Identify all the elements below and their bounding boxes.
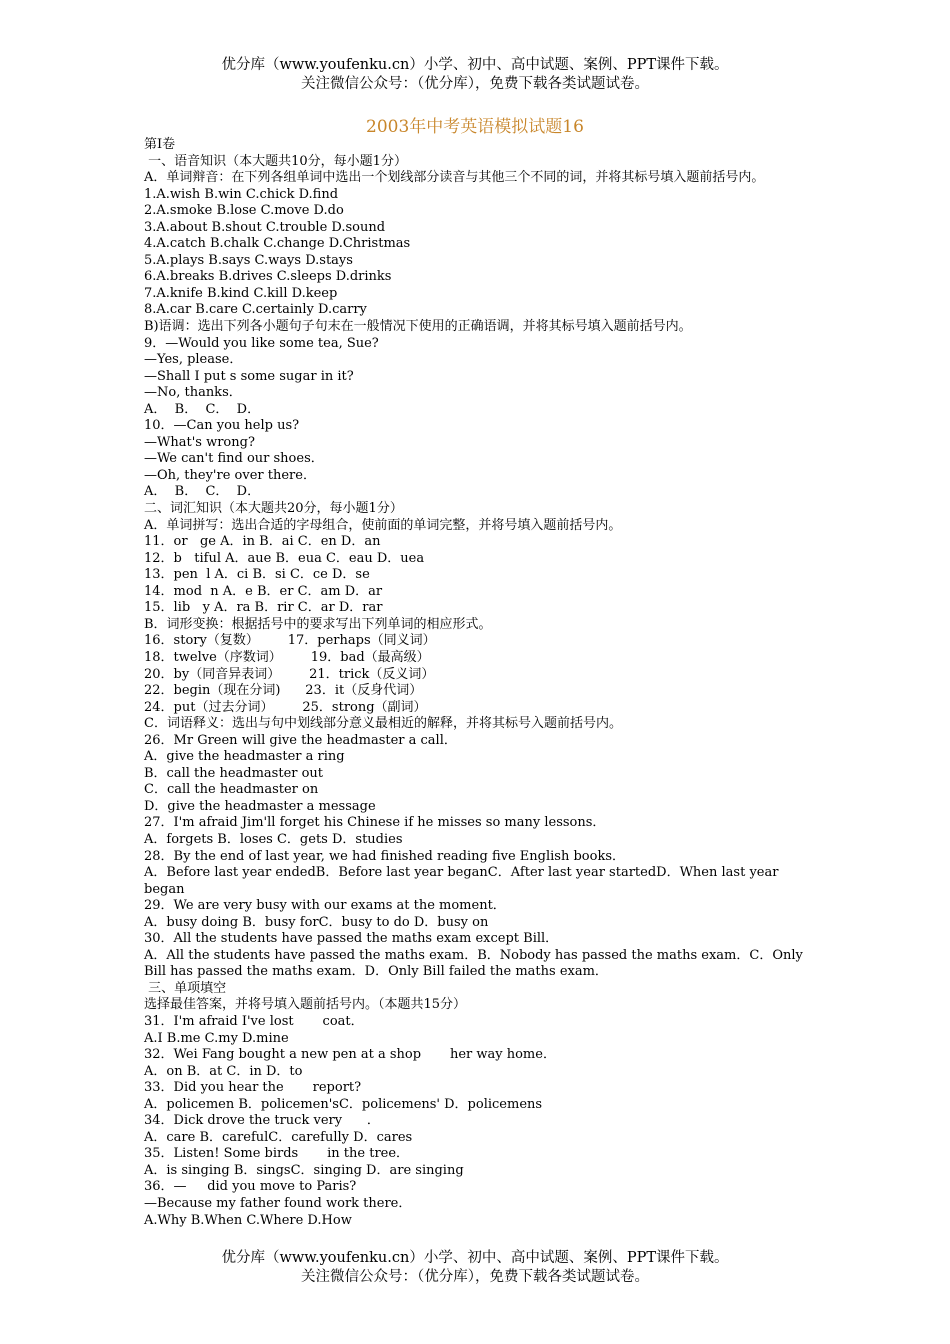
text-line: A.Why B.When C.Where D.How	[144, 1212, 352, 1228]
text-line: A．Before last year endedB．Before last year beganC．After last year startedD．When last year began	[144, 865, 779, 897]
page-header	[0, 56, 950, 94]
text-line: A.I B.me C.my D.mine	[144, 1030, 289, 1046]
text-line: 33．Did you hear the report?	[144, 1080, 362, 1096]
text-line: 26．Mr Green will give the headmaster a call．	[144, 732, 457, 748]
text-line: —We can't find our shoes．	[144, 451, 324, 467]
text-line: A． B． C． D．	[144, 484, 261, 500]
text-line: 5.A.plays B.says C.ways D.stays	[144, 252, 353, 268]
text-line: A．forgets B．loses C．gets D．studies	[144, 831, 403, 847]
text-line: 18．twelve（序数词） 19．bad（最高级）	[144, 649, 430, 665]
text-line: 一、语音知识（本大题共10分，每小题1分）	[144, 153, 407, 169]
text-line: D．give the headmaster a message	[144, 798, 376, 814]
text-line: 1.A.wish B.win C.chick D.find	[144, 186, 339, 202]
footer-line-2: 关注微信公众号：（优分库），免费下载各类试题试卷。	[301, 1269, 649, 1285]
text-line: 12．b tiful A．aue B．eua C．eau D．uea	[144, 550, 425, 566]
text-line: 29．We are very busy with our exams at the moment．	[144, 898, 506, 914]
text-line: 10．—Can you help us?	[144, 418, 300, 434]
text-line: 28．By the end of last year, we had finished reading five English books．	[144, 848, 625, 864]
text-line: 13．pen l A．ci B．si C．ce D．se	[144, 567, 370, 583]
text-line: A．care B．carefulC．carefully D．cares	[144, 1129, 413, 1145]
text-line: A．单词辩音：在下列各组单词中选出一个划线部分读音与其他三个不同的词，并将其标号填入题前括号内。	[144, 170, 765, 186]
exam-content	[144, 137, 806, 1229]
text-line: 30．All the students have passed the maths exam except Bill．	[144, 931, 559, 947]
document-title: 2003年中考英语模拟试题16	[366, 117, 584, 137]
text-line: A．is singing B．singsC．singing D．are singing	[144, 1162, 464, 1178]
text-line: —What's wrong?	[144, 434, 255, 450]
text-line: 24．put（过去分词） 25．strong（副词）	[144, 699, 427, 715]
text-line: 22．begin（现在分词) 23．it（反身代词）	[144, 683, 423, 699]
text-line: C．call the headmaster on	[144, 782, 319, 798]
text-line: 32．Wei Fang bought a new pen at a shop her way home．	[144, 1047, 556, 1063]
text-line: 9．—Would you like some tea, Sue?	[144, 335, 379, 351]
text-line: B．词形变换：根据括号中的要求写出下列单词的相应形式。	[144, 616, 492, 632]
text-line: 16．story（复数） 17．perhaps（同义词）	[144, 633, 436, 649]
text-line: A．All the students have passed the maths exam．B．Nobody has passed the maths exam．C．Only Bill has passed the maths exam．D．Only Bill failed the maths exam．	[144, 947, 803, 980]
text-line: 第Ⅰ卷	[144, 137, 176, 152]
text-line: 36．— did you move to Paris?	[144, 1179, 357, 1195]
text-line: 15．lib y A．ra B．rir C．ar D．rar	[144, 600, 383, 616]
text-line: 2.A.smoke B.lose C.move D.do	[144, 203, 344, 219]
text-line: 4.A.catch B.chalk C.change D.Christmas	[144, 236, 411, 252]
text-line: B．call the headmaster out	[144, 765, 324, 781]
footer-line-1: 优分库（www.youfenku.cn）小学、初中、高中试题、案例、PPT课件下载。	[221, 1250, 729, 1266]
text-line: 35．Listen! Some birds in the tree．	[144, 1146, 410, 1162]
text-line: 6.A.breaks B.drives C.sleeps D.drinks	[144, 269, 392, 285]
text-line: C．词语释义：选出与句中划线部分意义最相近的解释，并将其标号入题前括号内。	[144, 716, 622, 732]
text-line: 34．Dick drove the truck very ．	[144, 1113, 380, 1129]
text-line: A．on B．at C．in D．to	[144, 1063, 303, 1079]
text-line: 3.A.about B.shout C.trouble D.sound	[144, 219, 386, 235]
text-line: 三、单项填空	[144, 980, 227, 996]
text-line: B)语调：选出下列各小题句子句末在一般情况下使用的正确语调，并将其标号填入题前括号内。	[144, 319, 692, 335]
text-line: 8.A.car B.care C.certainly D.carry	[144, 302, 367, 318]
text-line: 二、词汇知识（本大题共20分，每小题1分）	[144, 501, 403, 517]
text-line: —Yes, please．	[144, 352, 243, 368]
text-line: —Oh, they're over there．	[144, 467, 316, 483]
text-line: A．busy doing B．busy forC．busy to do D．busy on	[144, 914, 489, 930]
text-line: 14．mod n A．e B．er C．am D．ar	[144, 583, 383, 599]
text-line: 选择最佳答案，并将号填入题前括号内。（本题共15分）	[144, 997, 467, 1013]
header-line-1: 优分库（www.youfenku.cn）小学、初中、高中试题、案例、PPT课件下载。	[221, 57, 729, 73]
text-line: 31．I'm afraid I've lost coat．	[144, 1013, 364, 1029]
text-line: 11．or ge A．in B．ai C．en D．an	[144, 534, 381, 550]
text-line: 7.A.knife B.kind C.kill D.keep	[144, 285, 338, 301]
page-footer	[0, 1249, 950, 1287]
text-line: A．单词拼写：选出合适的字母组合，使前面的单词完整，并将号填入题前括号内。	[144, 517, 622, 533]
text-line: A．give the headmaster a ring	[144, 749, 345, 765]
header-line-2: 关注微信公众号：（优分库），免费下载各类试题试卷。	[301, 76, 649, 92]
text-line: 27．I'm afraid Jim'll forget his Chinese if he misses so many lessons．	[144, 815, 606, 831]
text-line: A． B． C． D．	[144, 401, 261, 417]
text-line: —Shall I put s some sugar in it?	[144, 368, 354, 384]
text-line: A．policemen B．policemen'sC．policemens' D．policemens	[144, 1096, 543, 1112]
text-line: 20．by（同音异表词） 21．trick（反义词）	[144, 666, 435, 682]
text-line: —Because my father found work there．	[144, 1196, 412, 1211]
text-line: —No, thanks．	[144, 385, 242, 401]
